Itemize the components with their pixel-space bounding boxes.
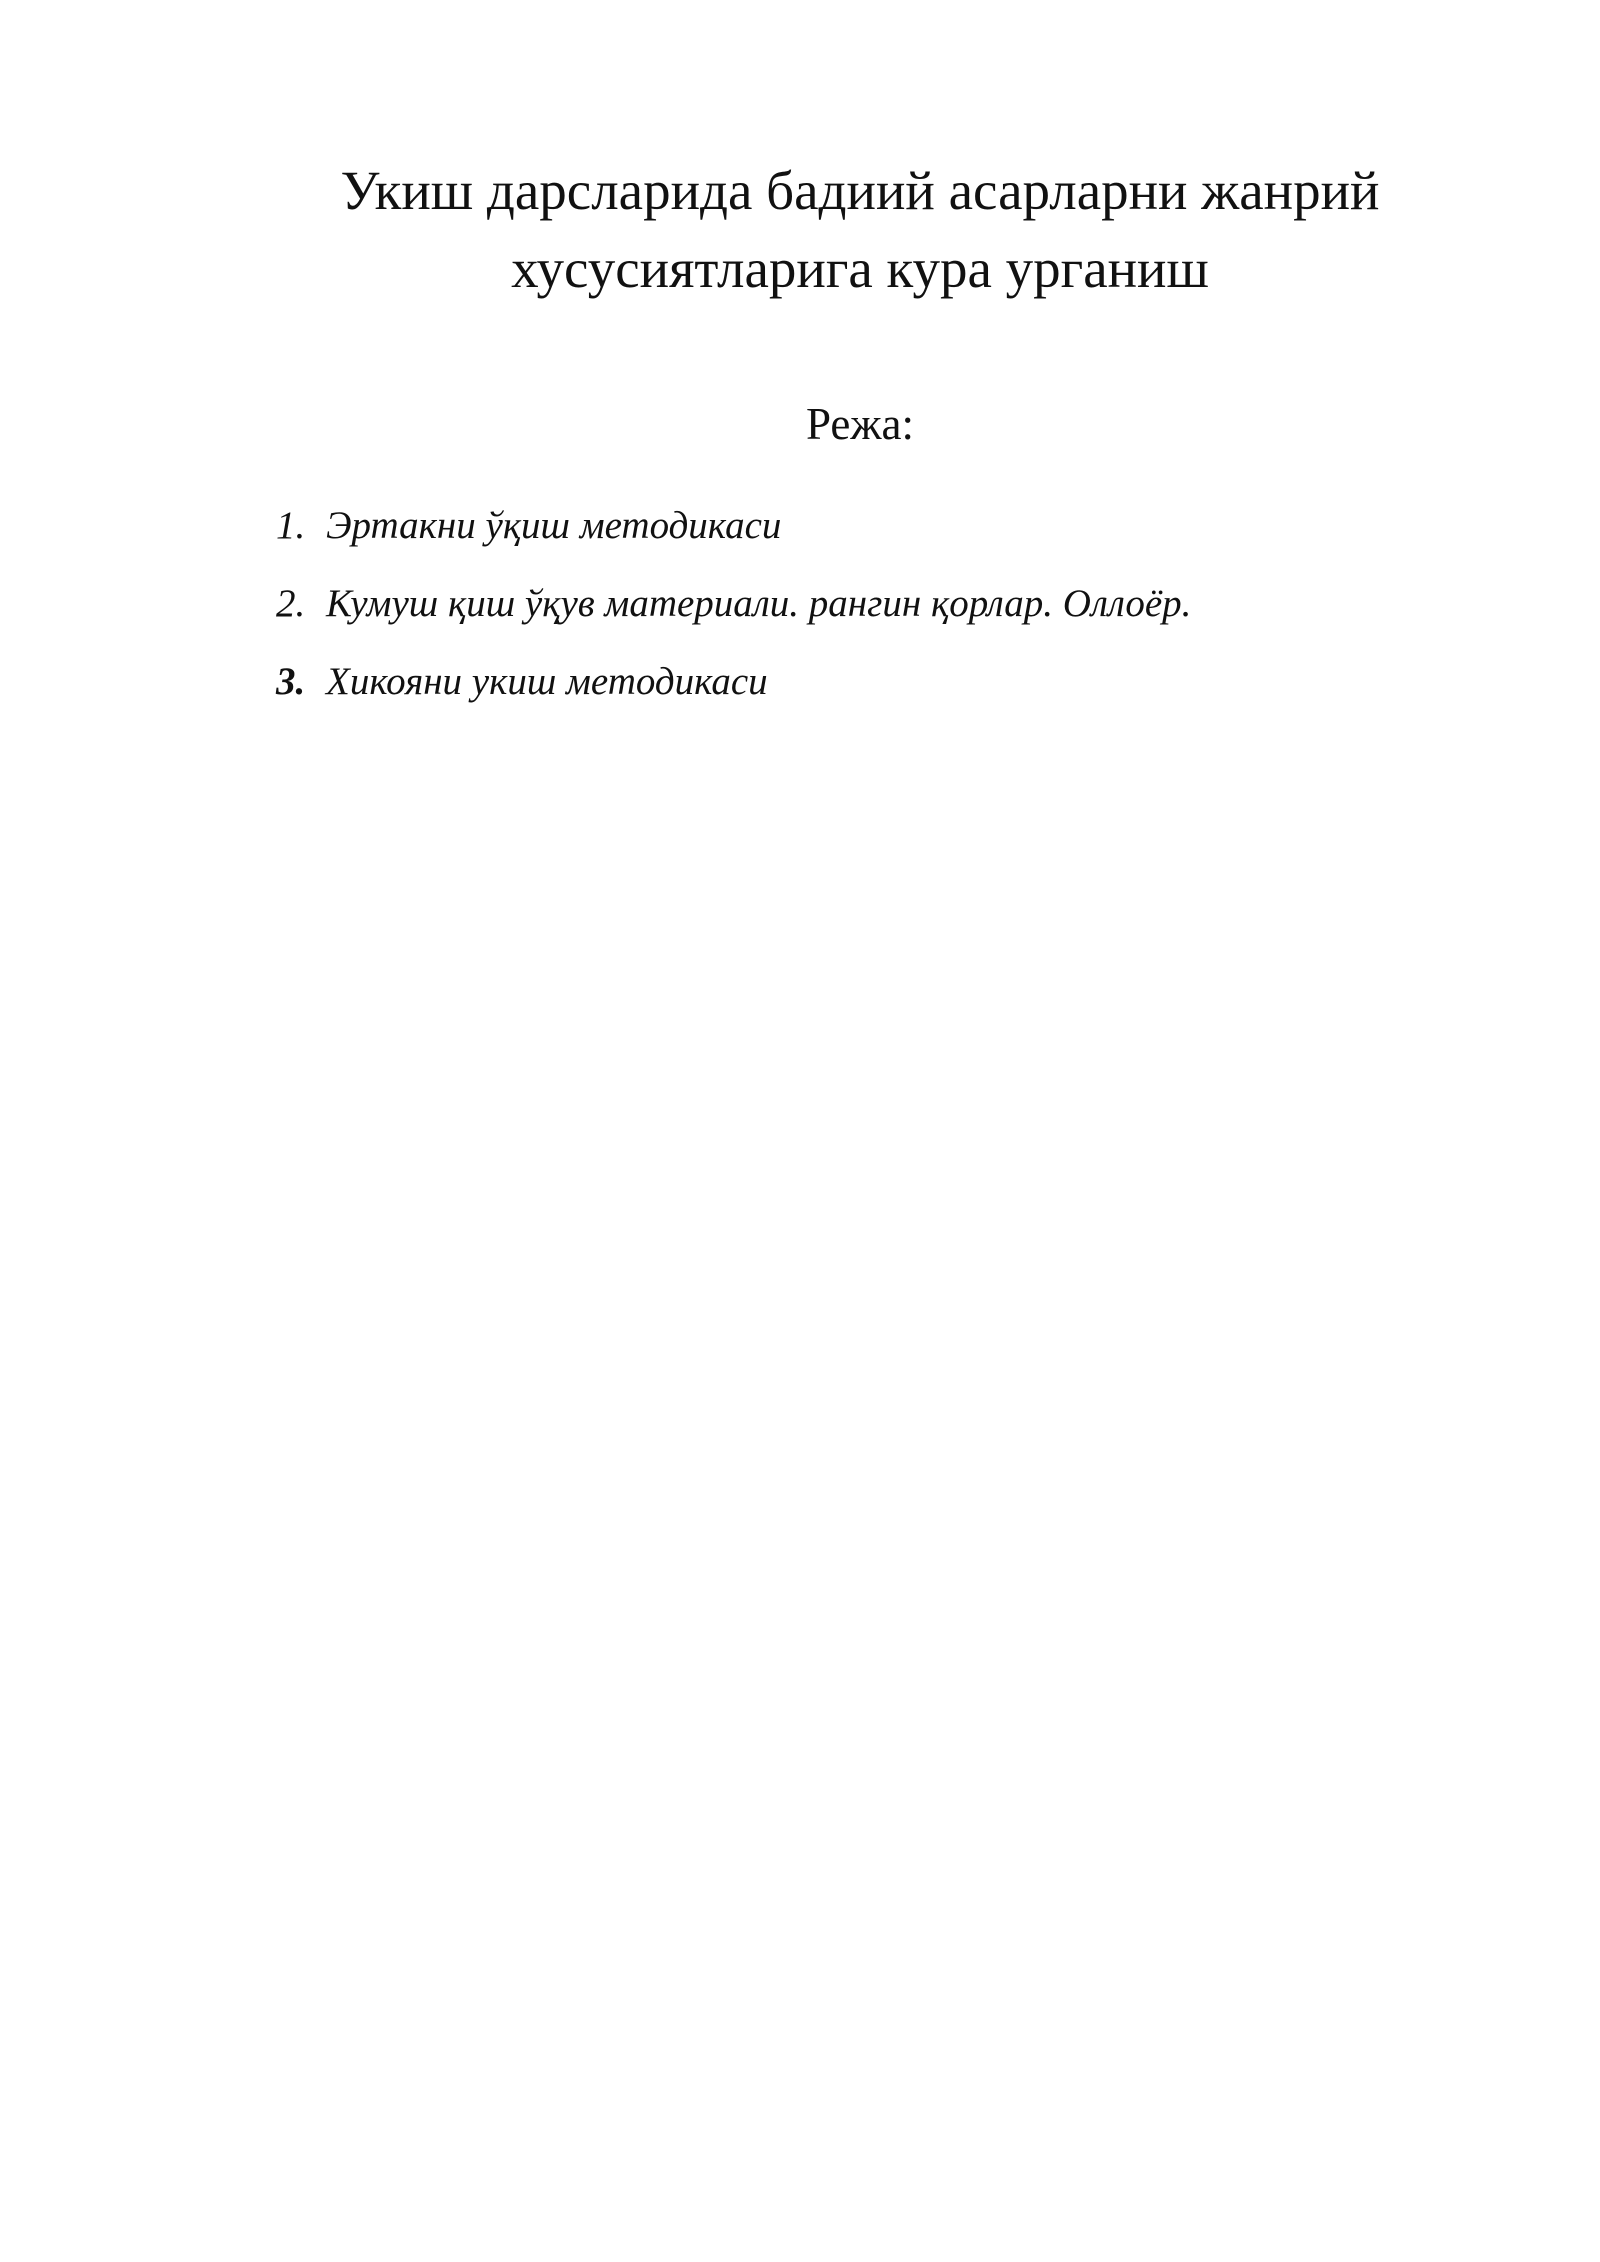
plan-list: [276, 496, 1376, 730]
document-title: [250, 152, 1470, 308]
plan-item-text: Эртакни ўқиш методикаси: [326, 504, 782, 547]
plan-item: [276, 496, 1376, 574]
plan-item-text: Кумуш қиш ўқув материали. рангин қорлар. Оллоёр.: [326, 582, 1192, 625]
plan-heading: Режа:: [806, 399, 914, 449]
plan-item-number: 3.: [276, 660, 306, 703]
title-line-1: Укиш дарсларида бадиий асарларни жанрий: [340, 160, 1380, 221]
plan-item: [276, 574, 1376, 652]
plan-item-number: 2.: [276, 582, 306, 625]
plan-item-number: 1.: [276, 504, 306, 547]
plan-item-text: Хикояни укиш методикаси: [326, 660, 768, 703]
title-line-2: хусусиятларига кура урганиш: [511, 238, 1209, 299]
plan-item: [276, 652, 1376, 730]
